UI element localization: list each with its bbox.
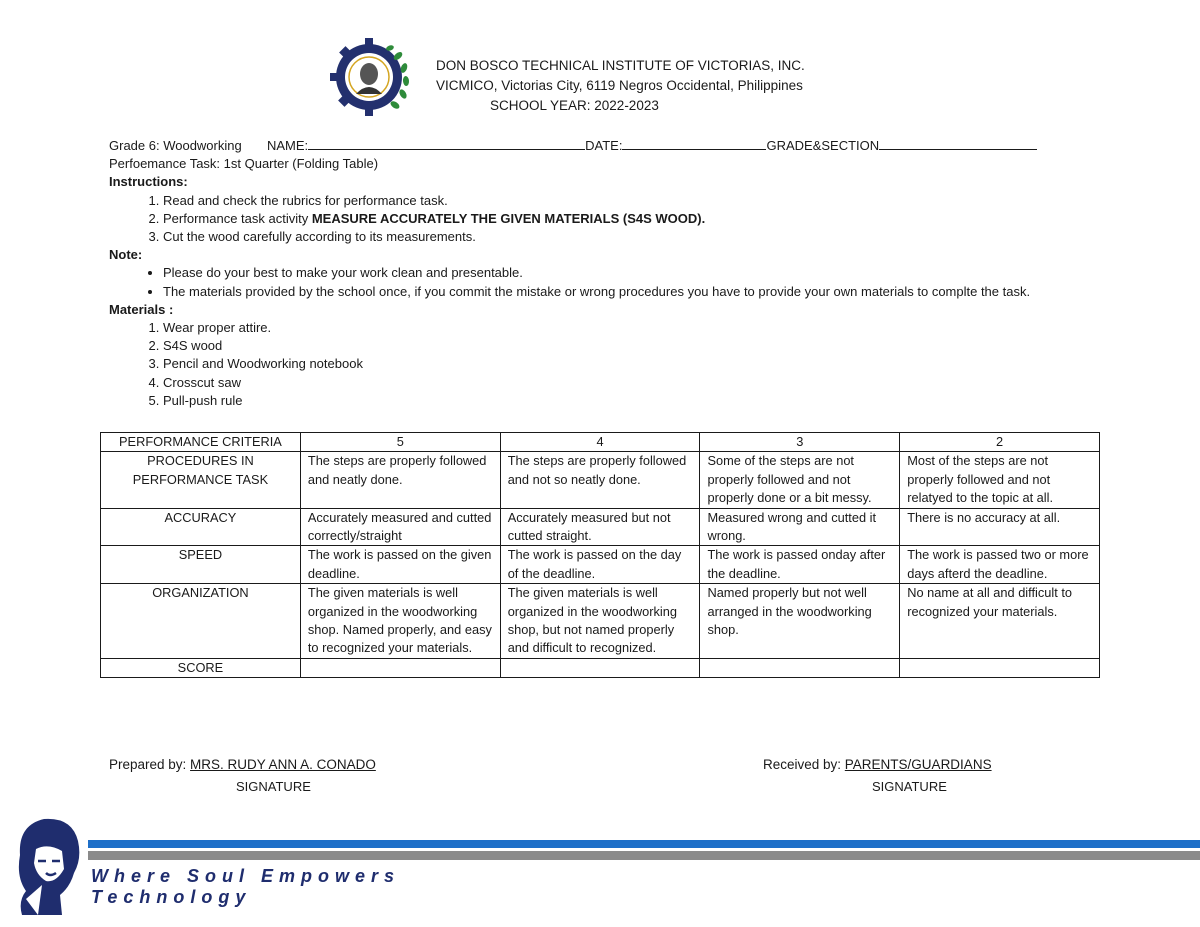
- header-criteria: PERFORMANCE CRITERIA: [101, 433, 301, 452]
- note-list: [109, 264, 1109, 300]
- rubric-header-row: [101, 433, 1100, 452]
- grade-subject: Grade 6: Woodworking: [109, 138, 242, 153]
- rubric-table: [100, 432, 1100, 678]
- note-item: • The materials provided by the school once, if you commit the mistake or wrong procedures you have to provide your own materials to complte the task.: [163, 283, 1113, 301]
- rubric-cell: The steps are properly followed and neatly done.: [300, 452, 500, 508]
- material-item: 1. Wear proper attire.: [163, 319, 1109, 337]
- rubric-cell: The steps are properly followed and not so neatly done.: [500, 452, 700, 508]
- rubric-cell: The work is passed on the given deadline.: [300, 546, 500, 584]
- criteria-cell: SPEED: [101, 546, 301, 584]
- instruction-item: 2. Performance task activity MEASURE ACCURATELY THE GIVEN MATERIALS (S4S WOOD).: [163, 210, 1109, 228]
- rubric-cell: The work is passed on the day of the deadline.: [500, 546, 700, 584]
- header-score-4: 4: [500, 433, 700, 452]
- table-row: [101, 584, 1100, 659]
- prepared-by: Prepared by: MRS. RUDY ANN A. CONADO: [109, 757, 376, 772]
- grade-section-field[interactable]: [879, 136, 1037, 150]
- footer-gray-bar: [88, 851, 1200, 860]
- rubric-cell: Some of the steps are not properly followed and not properly done or a bit messy.: [700, 452, 900, 508]
- criteria-cell: ORGANIZATION: [101, 584, 301, 659]
- materials-list: [109, 319, 1109, 410]
- table-row: [101, 452, 1100, 508]
- rubric-cell: Most of the steps are not properly followed and not relatyed to the topic at all.: [900, 452, 1100, 508]
- note-item: • Please do your best to make your work clean and presentable.: [163, 264, 1109, 282]
- rubric-cell: There is no accuracy at all.: [900, 508, 1100, 546]
- criteria-cell: ACCURACY: [101, 508, 301, 546]
- receiver-name: PARENTS/GUARDIANS: [844, 757, 992, 772]
- preparer-name: MRS. RUDY ANN A. CONADO: [190, 757, 376, 772]
- rubric-cell: Accurately measured but not cutted straight.: [500, 508, 700, 546]
- header-score-3: 3: [700, 433, 900, 452]
- receiver-signature-label: SIGNATURE: [872, 779, 947, 794]
- instruction-item: 3. Cut the wood carefully according to its measurements.: [163, 228, 1109, 246]
- header-score-2: 2: [900, 433, 1100, 452]
- instructions-heading: Instructions:: [109, 174, 188, 190]
- preparer-signature-label: SIGNATURE: [236, 779, 311, 794]
- score-cell[interactable]: [700, 658, 900, 677]
- material-item: 2. S4S wood: [163, 337, 1109, 355]
- school-name: DON BOSCO TECHNICAL INSTITUTE OF VICTORIAS, INC.: [436, 58, 805, 73]
- school-header: [436, 56, 805, 116]
- table-row: [101, 508, 1100, 546]
- rubric-cell: The work is passed two or more days afterd the deadline.: [900, 546, 1100, 584]
- school-tagline: Where Soul Empowers Technology: [91, 866, 401, 907]
- date-field[interactable]: [622, 136, 766, 150]
- name-field[interactable]: [308, 136, 585, 150]
- founder-portrait-icon: [12, 815, 82, 919]
- score-cell[interactable]: [500, 658, 700, 677]
- criteria-cell: PROCEDURES IN PERFORMANCE TASK: [101, 452, 301, 508]
- school-seal-logo: [326, 34, 412, 120]
- date-label: DATE:: [585, 138, 623, 153]
- table-row: [101, 546, 1100, 584]
- material-item: 5. Pull-push rule: [163, 392, 1109, 410]
- score-cell[interactable]: [900, 658, 1100, 677]
- note-heading: Note:: [109, 247, 143, 263]
- rubric-cell: Measured wrong and cutted it wrong.: [700, 508, 900, 546]
- rubric-cell: The given materials is well organized in the woodworking shop, but not named properly and difficult to recognized.: [500, 584, 700, 659]
- score-cell[interactable]: [300, 658, 500, 677]
- score-label-cell: SCORE: [101, 658, 301, 677]
- rubric-cell: Accurately measured and cutted correctly/straight: [300, 508, 500, 546]
- school-year: SCHOOL YEAR: 2022-2023: [490, 98, 659, 113]
- material-item: 4. Crosscut saw: [163, 374, 1109, 392]
- score-row: [101, 658, 1100, 677]
- name-label: NAME:: [266, 138, 309, 153]
- header-score-5: 5: [300, 433, 500, 452]
- instructions-list: [109, 192, 1109, 247]
- school-address: VICMICO, Victorias City, 6119 Negros Occidental, Philippines: [436, 78, 803, 93]
- grade-section-label: GRADE&SECTION: [766, 138, 880, 153]
- document-body: [109, 136, 1109, 410]
- rubric-cell: The given materials is well organized in the woodworking shop. Named properly, and easy to recognized your materials.: [300, 584, 500, 659]
- rubric-cell: Named properly but not well arranged in the woodworking shop.: [700, 584, 900, 659]
- materials-heading: Materials :: [109, 301, 174, 317]
- instruction-item: 1. Read and check the rubrics for performance task.: [163, 192, 1109, 210]
- rubric-cell: The work is passed onday after the deadline.: [700, 546, 900, 584]
- rubric-cell: No name at all and difficult to recognized your materials.: [900, 584, 1100, 659]
- received-by: Received by: PARENTS/GUARDIANS: [763, 757, 992, 772]
- footer-blue-bar: [88, 840, 1200, 848]
- material-item: 3. Pencil and Woodworking notebook: [163, 355, 1109, 373]
- task-title: Perfoemance Task: 1st Quarter (Folding Table): [109, 156, 379, 172]
- student-info-line: [109, 136, 1109, 155]
